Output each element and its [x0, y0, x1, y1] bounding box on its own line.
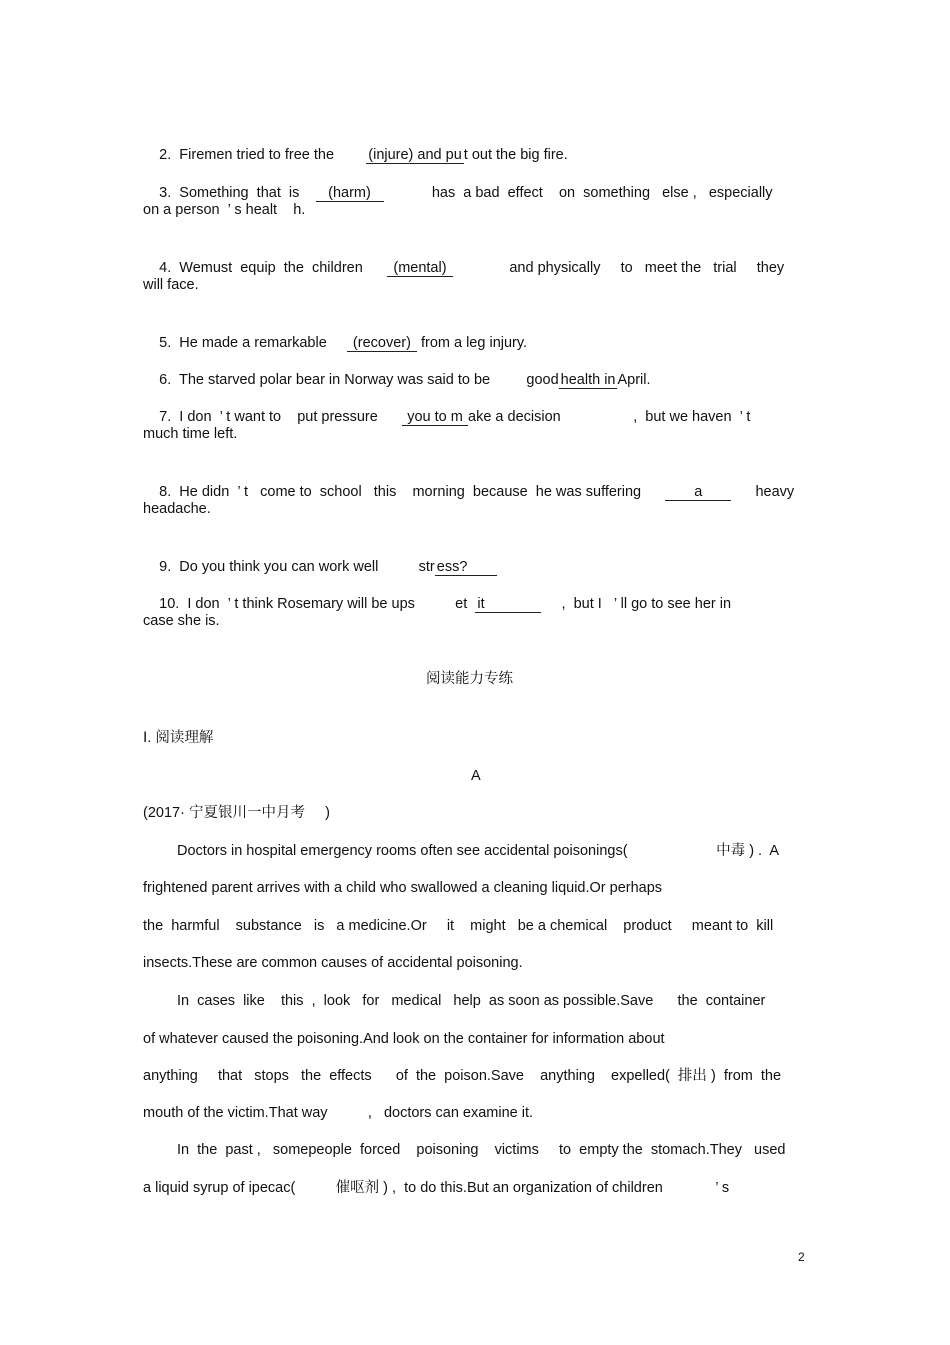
item-number: 2. [159, 147, 172, 163]
exercise-item-3-cont [143, 200, 305, 220]
answer-blank: a [665, 484, 731, 501]
item-text: Something that is [179, 185, 300, 201]
item-number: 7. [159, 409, 172, 425]
item-text: I don ’ t think Rosemary will be ups et [187, 596, 468, 612]
answer-blank: (injure) and pu [368, 147, 462, 163]
passage-line: In cases like this , look for medical help as soon as possible.Save the container [177, 993, 766, 1009]
passage-line: mouth of the victim.That way , doctors can examine it. [143, 1105, 534, 1121]
passage-line: of whatever caused the poisoning.And look on the container for information about [143, 1031, 665, 1047]
item-text: The starved polar bear in Norway was said to be [179, 372, 491, 388]
passage-line: the harmful substance is a medicine.Or it might be a chemical product meant to kill [143, 918, 774, 934]
item-number: 10. [159, 596, 180, 612]
section-title: 阅读能力专练 [426, 671, 513, 687]
item-text: from a leg injury. [420, 335, 528, 351]
item-text: He made a remarkable [179, 335, 327, 351]
item-text: Do you think you can work well [179, 559, 379, 575]
answer-blank: (mental) [387, 260, 453, 277]
item-number: 4. [159, 260, 172, 276]
item-text: will face. [143, 277, 199, 293]
item-text: and physically to meet the trial they [509, 260, 785, 276]
answer-blank: (recover) [347, 335, 417, 352]
passage-line: frightened parent arrives with a child who swallowed a cleaning liquid.Or perhaps [143, 880, 663, 896]
page-number: 2 [798, 1250, 805, 1264]
item-text: heavy [755, 484, 795, 500]
item-number: 8. [159, 484, 172, 500]
exercise-item-4 [143, 238, 784, 298]
passage-label: A [471, 768, 481, 784]
exercise-item-10-cont [143, 611, 220, 631]
item-text: str [418, 559, 435, 575]
item-text: has a bad effect on something else , especially [431, 185, 773, 201]
item-text: April. [617, 372, 651, 388]
answer-blank: ess? [435, 559, 497, 576]
item-text: Wemust equip the children [179, 260, 363, 276]
item-text: He didn ’ t come to school this morning because he was suffering [179, 484, 642, 500]
item-text: I don ’ t want to put pressure [179, 409, 378, 425]
answer-blank: health in [560, 372, 616, 388]
passage-line: Doctors in hospital emergency rooms often see accidental poisonings( 中毒 ) . A [177, 843, 780, 859]
answer-blank: it [475, 596, 541, 613]
item-text: on a person ’ s healt h. [143, 202, 306, 218]
passage-line: a liquid syrup of ipecac( 催呕剂 ) , to do this.But an organization of children ’ s [143, 1180, 730, 1196]
passage-line: anything that stops the effects of the poison.Save anything expelled( 排出 ) from the [143, 1068, 782, 1084]
item-text: case she is. [143, 613, 220, 629]
item-text: headache. [143, 501, 211, 517]
passage-source: (2017· 宁夏银川一中月考 ) [143, 805, 330, 821]
item-number: 9. [159, 559, 172, 575]
passage-line: insects.These are common causes of accidental poisoning. [143, 955, 523, 971]
item-text: , but I ’ ll go to see her in [561, 596, 732, 612]
item-text: much time left. [143, 426, 238, 442]
item-number: 6. [159, 372, 172, 388]
passage-line: In the past , somepeople forced poisoning victims to empty the stomach.They used [177, 1142, 786, 1158]
exercise-item-8 [143, 462, 794, 522]
item-text: ake a decision , but we haven ’ t [468, 409, 751, 425]
item-number: 3. [159, 185, 172, 201]
answer-blank: (harm) [316, 185, 384, 202]
exercise-item-4-cont [143, 275, 199, 295]
item-text: t out the big fire. [463, 147, 568, 163]
part-title: Ⅰ. 阅读理解 [143, 730, 214, 746]
item-text: good [526, 372, 559, 388]
exercise-item-8-cont [143, 499, 211, 519]
exercise-item-7-cont [143, 424, 237, 444]
answer-blank: you to m [402, 409, 468, 426]
item-text: Firemen tried to free the [179, 147, 335, 163]
exercise-item-10 [143, 574, 731, 634]
item-number: 5. [159, 335, 172, 351]
